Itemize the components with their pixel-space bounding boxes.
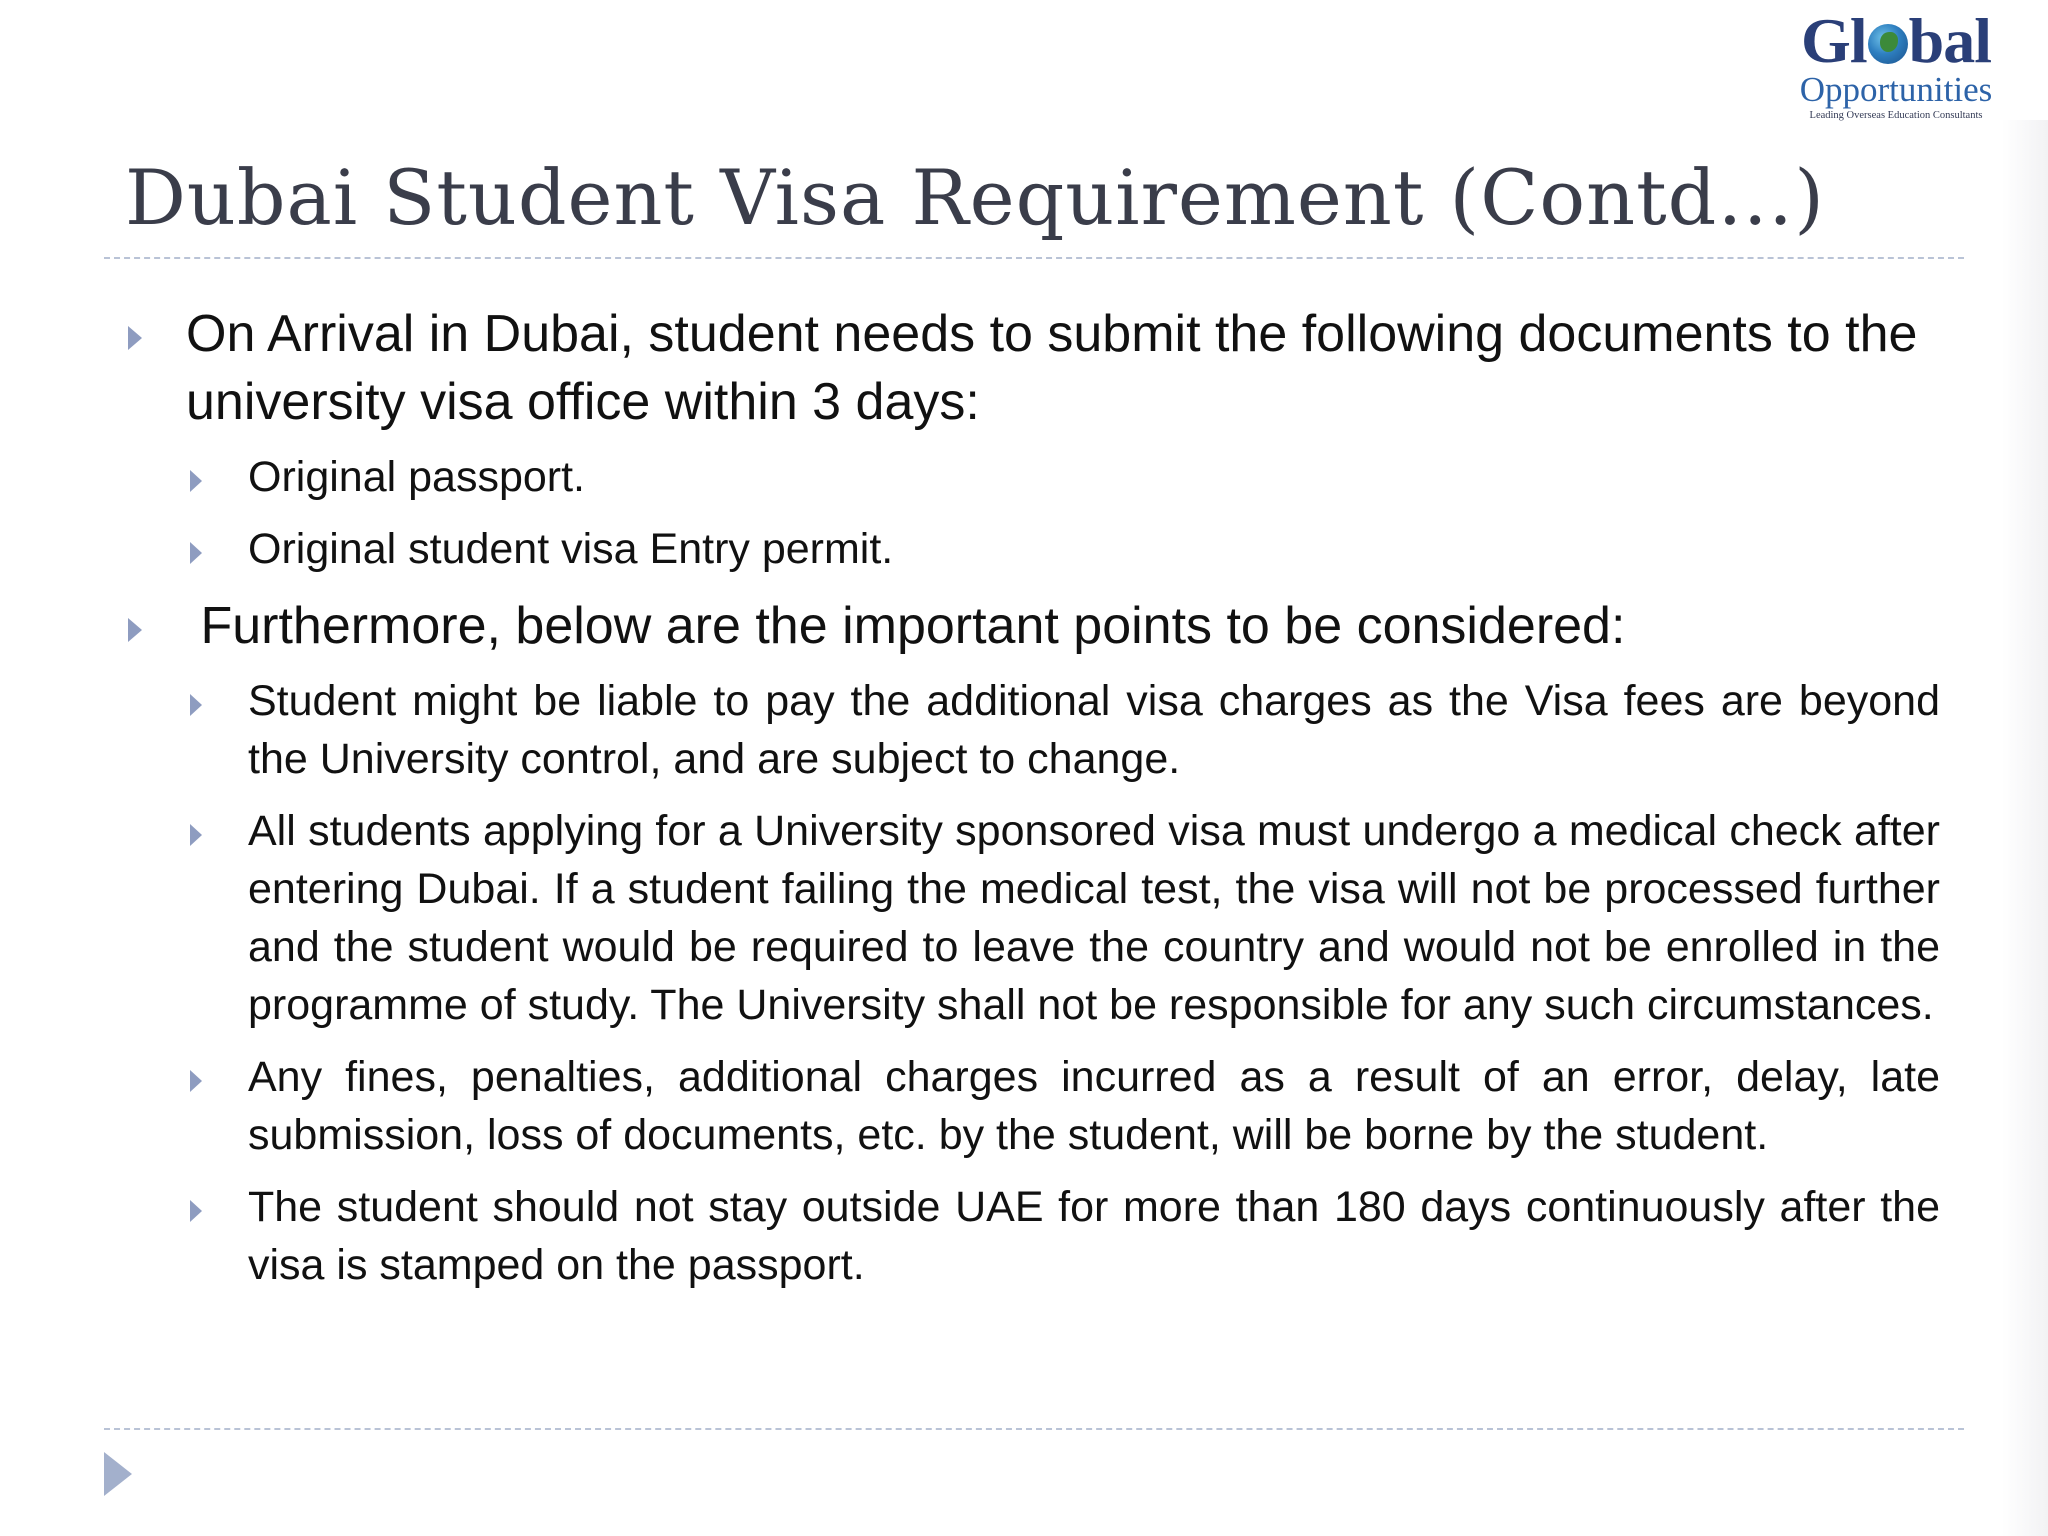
triangle-bullet-icon bbox=[190, 470, 202, 492]
globe-icon bbox=[1868, 24, 1908, 64]
triangle-bullet-icon bbox=[190, 1070, 202, 1092]
triangle-bullet-icon bbox=[190, 824, 202, 846]
logo-subtitle: Opportunities bbox=[1799, 70, 1993, 109]
sub-bullet-text: The student should not stay outside UAE for more than 180 days continuously after the visa is stamped on the passport. bbox=[248, 1183, 1940, 1289]
sub-bullet-text: Original passport. bbox=[248, 453, 585, 501]
sub-bullet-point bbox=[248, 1048, 1940, 1164]
sub-bullet-point bbox=[248, 802, 1940, 1034]
slide-title: Dubai Student Visa Requirement (Contd…) bbox=[125, 153, 1825, 242]
sub-bullet-text: Original student visa Entry permit. bbox=[248, 525, 894, 573]
bullet-text: On Arrival in Dubai, student needs to submit the following documents to the university visa office within 3 days: bbox=[186, 305, 1918, 431]
triangle-bullet-icon bbox=[128, 326, 142, 350]
sub-bullet-point bbox=[248, 1178, 1940, 1294]
slide-body bbox=[0, 300, 2048, 1308]
title-divider bbox=[104, 257, 1964, 259]
global-opportunities-logo bbox=[1790, 5, 2002, 124]
next-slide-arrow-icon[interactable] bbox=[104, 1452, 132, 1496]
triangle-bullet-icon bbox=[128, 618, 142, 642]
bullet-point bbox=[186, 300, 1940, 436]
sub-bullet-text: All students applying for a University sponsored visa must undergo a medical check after entering Dubai. If a student failing the medical test, the visa will not be processed further and the student would be required to leave the country and would not be enrolled in the programme of study. The University shall not be responsible for any such circumstances. bbox=[248, 807, 1940, 1029]
sub-bullet-point bbox=[248, 448, 1940, 506]
sub-bullet-text: Any fines, penalties, additional charges incurred as a result of an error, delay, late submission, loss of documents, etc. by the student, will be borne by the student. bbox=[248, 1053, 1940, 1159]
triangle-bullet-icon bbox=[190, 694, 202, 716]
footer-divider bbox=[104, 1428, 1964, 1430]
logo-wordmark bbox=[1790, 5, 2002, 76]
sub-bullet-point bbox=[248, 672, 1940, 788]
logo-word-start: Gl bbox=[1801, 5, 1867, 76]
bullet-point bbox=[186, 592, 1940, 660]
logo-word-end: bal bbox=[1908, 5, 1991, 76]
sub-bullet-point bbox=[248, 520, 1940, 578]
logo-tagline: Leading Overseas Education Consultants bbox=[1809, 110, 1983, 121]
sub-bullet-text: Student might be liable to pay the additional visa charges as the Visa fees are beyond the University control, and are subject to change. bbox=[248, 677, 1940, 783]
bullet-text: Furthermore, below are the important points to be considered: bbox=[186, 597, 1626, 655]
triangle-bullet-icon bbox=[190, 542, 202, 564]
triangle-bullet-icon bbox=[190, 1200, 202, 1222]
